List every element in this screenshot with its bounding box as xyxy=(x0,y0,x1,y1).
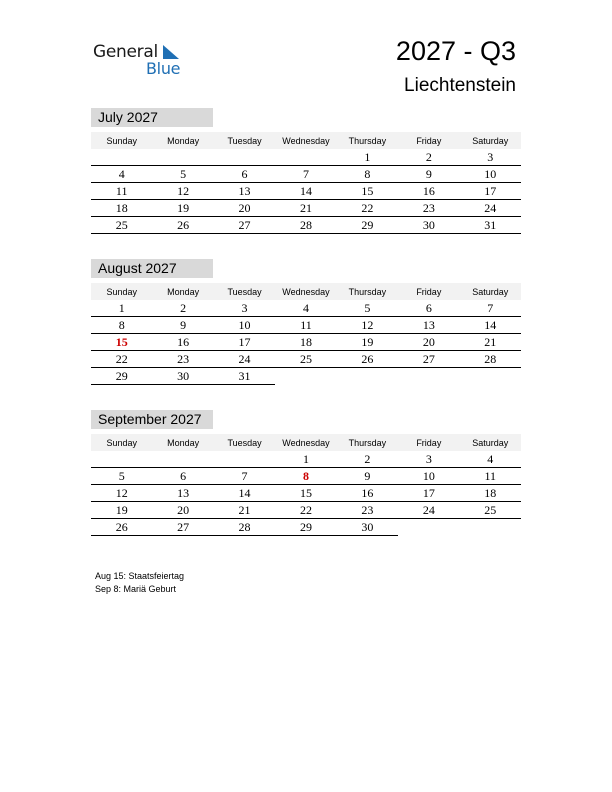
day-cell: 24 xyxy=(460,200,521,217)
weekday-header: Sunday xyxy=(91,283,152,300)
month-title: September 2027 xyxy=(91,410,213,429)
country-name: Liechtenstein xyxy=(404,75,516,96)
weekday-header: Friday xyxy=(398,283,459,300)
day-cell: 14 xyxy=(275,183,336,200)
weekday-header: Friday xyxy=(398,132,459,149)
weekday-header: Saturday xyxy=(460,132,521,149)
day-cell xyxy=(152,149,213,166)
day-cell: 11 xyxy=(460,468,521,485)
day-cell: 8 xyxy=(337,166,398,183)
weekday-header: Tuesday xyxy=(214,132,275,149)
day-cell: 9 xyxy=(337,468,398,485)
day-cell: 6 xyxy=(152,468,213,485)
weekday-header: Saturday xyxy=(460,434,521,451)
day-cell: 18 xyxy=(275,334,336,351)
day-cell: 3 xyxy=(460,149,521,166)
month-september xyxy=(91,410,521,536)
day-cell: 26 xyxy=(337,351,398,368)
day-cell: 30 xyxy=(398,217,459,234)
day-cell: 27 xyxy=(398,351,459,368)
week-row xyxy=(91,200,521,217)
day-cell: 7 xyxy=(214,468,275,485)
day-cell: 19 xyxy=(152,200,213,217)
month-august xyxy=(91,259,521,385)
logo-triangle-icon xyxy=(162,44,180,60)
day-cell: 27 xyxy=(152,519,213,536)
week-row xyxy=(91,183,521,200)
weekday-header: Wednesday xyxy=(275,132,336,149)
day-cell: 27 xyxy=(214,217,275,234)
day-cell: 15 xyxy=(337,183,398,200)
week-row xyxy=(91,351,521,368)
day-cell: 20 xyxy=(214,200,275,217)
holiday-day-cell: 8 xyxy=(275,468,336,485)
week-row xyxy=(91,317,521,334)
day-cell: 14 xyxy=(460,317,521,334)
page-title: 2027 - Q3 xyxy=(395,36,516,66)
day-cell: 17 xyxy=(460,183,521,200)
day-cell: 2 xyxy=(337,451,398,468)
weekday-header: Thursday xyxy=(337,132,398,149)
weekday-header: Tuesday xyxy=(214,283,275,300)
day-cell xyxy=(91,149,152,166)
day-cell: 28 xyxy=(214,519,275,536)
day-cell: 18 xyxy=(91,200,152,217)
day-cell: 11 xyxy=(91,183,152,200)
logo-text-blue: Blue xyxy=(146,59,181,78)
calendar-table xyxy=(91,434,521,536)
day-cell xyxy=(398,368,459,385)
day-cell: 16 xyxy=(337,485,398,502)
day-cell xyxy=(214,149,275,166)
day-cell xyxy=(91,451,152,468)
week-row xyxy=(91,166,521,183)
day-cell: 22 xyxy=(337,200,398,217)
week-row xyxy=(91,334,521,351)
week-row xyxy=(91,485,521,502)
day-cell: 3 xyxy=(214,300,275,317)
weekday-header: Saturday xyxy=(460,283,521,300)
day-cell: 4 xyxy=(275,300,336,317)
day-cell xyxy=(398,519,459,536)
weekday-header: Thursday xyxy=(337,283,398,300)
day-cell xyxy=(214,451,275,468)
day-cell: 12 xyxy=(91,485,152,502)
day-cell: 13 xyxy=(152,485,213,502)
month-july xyxy=(91,108,521,234)
day-cell: 30 xyxy=(152,368,213,385)
day-cell: 23 xyxy=(398,200,459,217)
holiday-note: Sep 8: Mariä Geburt xyxy=(95,584,177,594)
week-row xyxy=(91,502,521,519)
day-cell: 26 xyxy=(152,217,213,234)
day-cell: 25 xyxy=(275,351,336,368)
day-cell: 4 xyxy=(460,451,521,468)
holiday-notes xyxy=(95,570,184,596)
day-cell xyxy=(460,368,521,385)
day-cell: 12 xyxy=(337,317,398,334)
logo-text-general: General xyxy=(93,42,158,62)
day-cell: 11 xyxy=(275,317,336,334)
day-cell: 12 xyxy=(152,183,213,200)
day-cell: 17 xyxy=(214,334,275,351)
day-cell xyxy=(460,519,521,536)
day-cell: 22 xyxy=(275,502,336,519)
day-cell: 9 xyxy=(152,317,213,334)
day-cell: 6 xyxy=(214,166,275,183)
weekday-header: Wednesday xyxy=(275,283,336,300)
day-cell: 10 xyxy=(398,468,459,485)
week-row xyxy=(91,149,521,166)
week-row xyxy=(91,217,521,234)
day-cell: 25 xyxy=(91,217,152,234)
day-cell: 28 xyxy=(275,217,336,234)
week-row xyxy=(91,368,521,385)
day-cell: 14 xyxy=(214,485,275,502)
weekday-header: Wednesday xyxy=(275,434,336,451)
day-cell: 18 xyxy=(460,485,521,502)
day-cell: 10 xyxy=(214,317,275,334)
day-cell: 2 xyxy=(398,149,459,166)
weekday-header: Monday xyxy=(152,132,213,149)
day-cell: 1 xyxy=(275,451,336,468)
day-cell: 20 xyxy=(152,502,213,519)
weekday-header: Monday xyxy=(152,283,213,300)
day-cell: 3 xyxy=(398,451,459,468)
day-cell: 9 xyxy=(398,166,459,183)
day-cell: 10 xyxy=(460,166,521,183)
day-cell xyxy=(337,368,398,385)
week-row xyxy=(91,519,521,536)
day-cell: 16 xyxy=(398,183,459,200)
weekday-header: Thursday xyxy=(337,434,398,451)
calendar-table xyxy=(91,283,521,385)
weekday-header: Friday xyxy=(398,434,459,451)
day-cell: 17 xyxy=(398,485,459,502)
week-row xyxy=(91,468,521,485)
day-cell: 13 xyxy=(214,183,275,200)
day-cell: 5 xyxy=(152,166,213,183)
calendar-table xyxy=(91,132,521,234)
day-cell: 30 xyxy=(337,519,398,536)
day-cell: 29 xyxy=(275,519,336,536)
weekday-header: Sunday xyxy=(91,132,152,149)
weekday-header: Tuesday xyxy=(214,434,275,451)
day-cell: 23 xyxy=(337,502,398,519)
day-cell xyxy=(275,368,336,385)
day-cell: 26 xyxy=(91,519,152,536)
day-cell: 29 xyxy=(91,368,152,385)
day-cell: 6 xyxy=(398,300,459,317)
day-cell: 24 xyxy=(214,351,275,368)
weekday-header: Monday xyxy=(152,434,213,451)
day-cell: 8 xyxy=(91,317,152,334)
day-cell: 31 xyxy=(214,368,275,385)
day-cell: 5 xyxy=(91,468,152,485)
day-cell: 21 xyxy=(214,502,275,519)
day-cell: 22 xyxy=(91,351,152,368)
week-row xyxy=(91,451,521,468)
day-cell: 28 xyxy=(460,351,521,368)
day-cell: 16 xyxy=(152,334,213,351)
day-cell: 25 xyxy=(460,502,521,519)
day-cell: 19 xyxy=(91,502,152,519)
day-cell: 5 xyxy=(337,300,398,317)
day-cell: 2 xyxy=(152,300,213,317)
day-cell xyxy=(275,149,336,166)
day-cell: 23 xyxy=(152,351,213,368)
week-row xyxy=(91,300,521,317)
day-cell: 1 xyxy=(91,300,152,317)
month-title: August 2027 xyxy=(91,259,213,278)
day-cell: 31 xyxy=(460,217,521,234)
day-cell xyxy=(152,451,213,468)
day-cell: 24 xyxy=(398,502,459,519)
day-cell: 7 xyxy=(460,300,521,317)
day-cell: 19 xyxy=(337,334,398,351)
day-cell: 4 xyxy=(91,166,152,183)
day-cell: 21 xyxy=(460,334,521,351)
day-cell: 15 xyxy=(275,485,336,502)
weekday-header: Sunday xyxy=(91,434,152,451)
day-cell: 7 xyxy=(275,166,336,183)
day-cell: 1 xyxy=(337,149,398,166)
day-cell: 29 xyxy=(337,217,398,234)
holiday-note: Aug 15: Staatsfeiertag xyxy=(95,571,185,581)
generalblue-logo xyxy=(93,40,203,80)
day-cell: 21 xyxy=(275,200,336,217)
holiday-day-cell: 15 xyxy=(91,334,152,351)
day-cell: 13 xyxy=(398,317,459,334)
day-cell: 20 xyxy=(398,334,459,351)
month-title: July 2027 xyxy=(91,108,213,127)
